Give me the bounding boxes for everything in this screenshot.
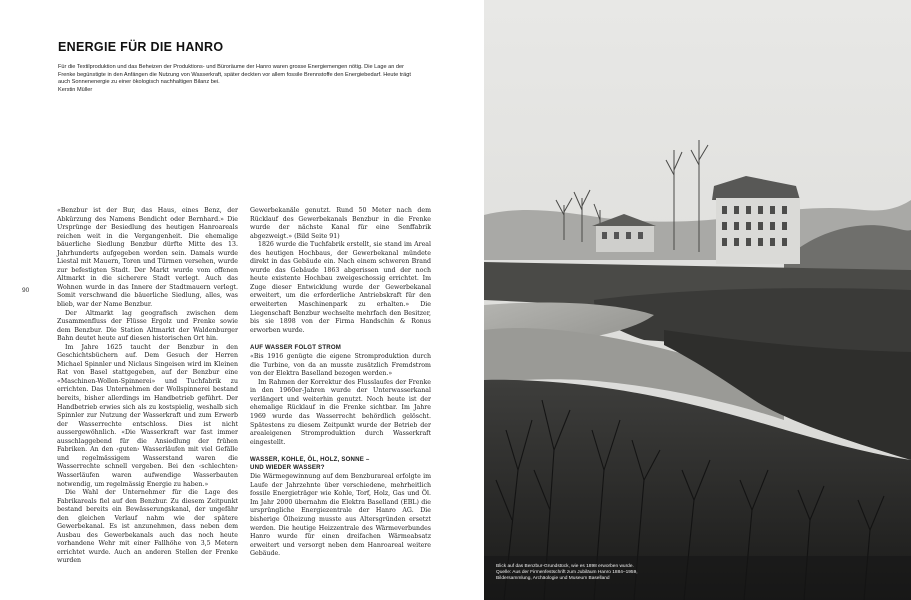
body-paragraph: Die Wärmegewinnung auf dem Benzburareal erfolgte im Laufe der Jahrzehnte über verschiedene, mehrheitlich fossile Energieträger wie Kohle, Torf, Holz, Gas und Öl. Im Jahr 2000 übernahm die Elektra Baselland (EBL) die ursprüngliche Energiezentrale der Hanro AG. Die bisherige Ölheizung musste aus Altersgründen ersetzt werden. Die heutige Heizzentrale des Wärmeverbundes Hanro wurde für einen dreifachen Wärmeabsatz erweitert und versorgt neben dem Hanroareal weitere Gebäude. (250, 473, 431, 558)
section-heading-line: WASSER, KOHLE, ÖL, HOLZ, SONNE – (250, 456, 370, 464)
historic-photo (484, 0, 911, 600)
text-column-right (250, 207, 431, 559)
body-paragraph: Die Wahl der Unternehmer für die Lage des Fabrikareals fiel auf den Benzbur. Zu diesem Zeitpunkt bestand bereits ein Bewässerungskanal, der ungefähr den gleichen Verlauf nahm wie der spätere Gewerbekanal. Es ist anzunehmen, dass neben dem Ausbau des Gewerbekanals auch das noch heute vorhandene Wehr mit einer Fallhöhe von 3,5 Metern errichtet wurde. Auch an anderen Stellen der Frenke wurden (57, 489, 238, 565)
body-paragraph: Im Rahmen der Korrektur des Flusslaufes der Frenke in den 1960er-Jahren wurde der Unterwasserkanal verlängert und weiterhin genutzt. Noch heute ist der ehemalige Rücklauf in die Frenke sichtbar. Im Jahre 1969 wurde das Wasserrecht behördlich gelöscht. Spätestens zu diesem Zeitpunkt wurde der Betrieb der arealeigenen Stromproduktion durch Wasserkraft eingestellt. (250, 378, 431, 446)
body-paragraph: «Benzbur ist der Bur, das Haus, eines Benz, der Abkürzung des Namens Bendicht oder Bernhard.» Die Ursprünge der Besiedlung des heutigen Hanroareals reichen weit in die Vergangenheit. Die ehemalige bäuerliche Siedlung Benzbur dürfte Mitte des 13. Jahrhunderts aufgegeben worden sein. Damals wurde Liestal mit Mauern, Toren und Türmen versehen, wurde zur befestigten Stadt. Der Markt wurde vom offenen Altmarkt in die sicherere Stadt verlegt. Auch das Wohnen wurde in das Innere der Stadtmauern verlegt. Somit verschwand die bäuerliche Siedlung, alles, was blieb, war der Name Benzbur. (57, 207, 238, 309)
body-paragraph: Gewerbekanäle genutzt. Rund 50 Meter nach dem Rücklauf des Gewerbekanals Benzbur in die Frenke wurde der nächste Kanal für eine Senffabrik abgezweigt.» (Bild Seite 91) (250, 207, 431, 240)
article-title: ENERGIE FÜR DIE HANRO (58, 40, 224, 54)
text-column-left (57, 207, 238, 566)
page-number: 90 (22, 287, 30, 294)
body-paragraph: Im Jahre 1625 taucht der Benzbur in den Geschichtsbüchern auf. Dem Gesuch der Herren Michael Spinnler und Niclaus Singeisen wird im Kleinen Rat von Basel stattgegeben, auf der Benzbur eine «Maschinen-Wollen-Spinnerei» und Tuchfabrik zu errichten. Das Unternehmen der Wollspinnerei bestand bereits, bisher allerdings im Handbetrieb geführt. Der Handbetrieb erwies sich als zu kostspielig, weshalb sich Spinnler zur Nutzung der Wasserkraft und zum Erwerb der Wasserrechte entschloss. Dies ist nicht aussergewöhnlich. «Die Wasserkraft war fast immer ausschlaggebend für die Ansiedlung der frühen Fabriken. An den ‹guten› Wasserläufen mit viel Gefälle und regelmässigem Wasserstand waren die Wasserrechte schnell vergeben. Bei den ‹schlechten› Wasserläufen waren aufwendige Wasserbauten notwendig, um regelmässig Energie zu haben.» (57, 343, 238, 488)
body-paragraph: 1826 wurde die Tuchfabrik erstellt, sie stand im Areal des heutigen Hochbaus, der Gewerbekanal mündete direkt in das Gebäude ein. Nach einem schweren Brand wurde das Gebäude 1863 abgerissen und der noch heute existente Hochbau zweigeschossig errichtet. Im Zuge dieser Entwicklung wurde der Gewerbekanal erweitert, um die erforderliche Antriebskraft für den erweiterten Maschinenpark zu erhalten.» Die Liegenschaft Benzbur wechselte mehrfach den Besitzer, bis sie 1898 von der Firma Handschin & Ronus erworben wurde. (250, 241, 431, 334)
article-intro (58, 64, 418, 95)
intro-text: Für die Textilproduktion und das Beheizen der Produktions- und Büroräume der Hanro waren grosse Energiemengen nötig. Die Lage an der Frenke begünstigte in den Anfängen die Nutzung von Wasserkraft, später deckten vor allem fossile Brennstoffe den Energiebedarf. Heute trägt auch Sonnenenergie zu einer ökologisch nachhaltigen Bilanz bei. (58, 64, 411, 86)
body-paragraph: «Bis 1916 genügte die eigene Stromproduktion durch die Turbine, von da an musste zusätzlich Fremdstrom von der Elektra Baselland bezogen werden.» (250, 353, 431, 378)
section-heading-line: UND WIEDER WASSER? (250, 464, 325, 472)
caption-line: Blick auf das Benzbur-Grundstück, wie es 1898 erworben wurde. (496, 564, 634, 569)
photo-illustration (484, 0, 911, 600)
section-heading: AUF WASSER FOLGT STROM (250, 344, 342, 352)
caption-line: Bildersammlung, Archäologie und Museum Baselland (496, 576, 610, 582)
caption-line: Quelle: Aus der Firmenfestschrift zum Jubiläum Hanro 1884–1959, (496, 570, 638, 576)
section-heading (250, 456, 431, 472)
photo-caption (496, 564, 726, 583)
author-name: Kerstin Müller (58, 87, 93, 94)
body-paragraph: Der Altmarkt lag geografisch zwischen dem Zusammenfluss der Flüsse Ergolz und Frenke sowie dem Benzbur. Die Station Altmarkt der Waldenburger Bahn deutet heute auf diesen historischen Ort hin. (57, 309, 238, 343)
